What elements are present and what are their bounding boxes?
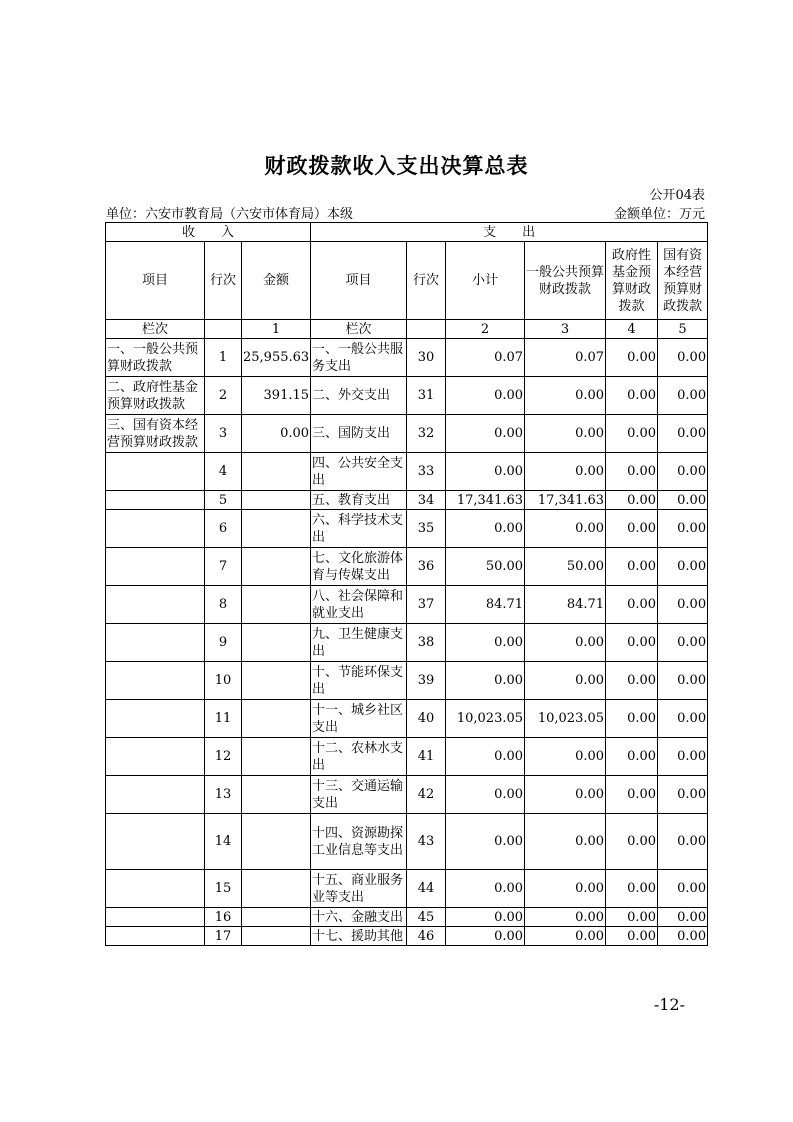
state-capital-cell: 0.00 [658,377,708,415]
table-row [106,927,708,946]
subtotal-cell: 0.00 [446,738,525,776]
reporting-unit: 单位：六安市教育局（六安市体育局）本级 [106,207,354,222]
expense-line-header: 行次 [407,242,446,320]
income-amount-cell [242,662,311,700]
expense-line-cell: 41 [407,738,446,776]
income-item-cell [106,662,205,700]
income-line-cell: 15 [205,870,242,908]
col-num-5: 5 [658,320,708,339]
income-header: 收 入 [106,223,311,242]
income-amount-cell: 0.00 [242,415,311,453]
income-line-cell: 10 [205,662,242,700]
state-capital-cell: 0.00 [658,814,708,870]
state-capital-cell: 0.00 [658,586,708,624]
income-line-cell: 1 [205,339,242,377]
subtotal-cell: 0.00 [446,510,525,548]
table-row [106,908,708,927]
gov-fund-cell: 0.00 [606,510,658,548]
expense-item-cell: 十一、城乡社区支出 [311,700,407,738]
money-unit: 金额单位：万元 [613,207,705,222]
gov-fund-cell: 0.00 [606,908,658,927]
income-amount-cell [242,586,311,624]
gov-fund-cell: 0.00 [606,339,658,377]
income-item-cell [106,624,205,662]
state-capital-cell: 0.00 [658,624,708,662]
income-line-cell: 11 [205,700,242,738]
income-amount-cell: 391.15 [242,377,311,415]
income-amount-cell [242,510,311,548]
gov-fund-cell: 0.00 [606,491,658,510]
income-amount-cell [242,738,311,776]
income-line-cell: 13 [205,776,242,814]
gov-fund-cell: 0.00 [606,870,658,908]
general-budget-cell: 0.00 [525,510,606,548]
page-title: 财政拨款收入支出决算总表 [264,153,529,178]
income-line-cell: 14 [205,814,242,870]
budget-table [105,222,708,946]
income-item-cell [106,700,205,738]
gov-fund-cell: 0.00 [606,548,658,586]
subtotal-cell: 0.00 [446,415,525,453]
table-row [106,548,708,586]
gov-fund-cell: 0.00 [606,586,658,624]
expense-item-cell: 三、国防支出 [311,415,407,453]
general-budget-cell: 10,023.05 [525,700,606,738]
general-budget-cell: 0.00 [525,662,606,700]
income-item-cell [106,814,205,870]
subtotal-cell: 0.00 [446,377,525,415]
subtotal-cell: 0.07 [446,339,525,377]
income-item-cell [106,586,205,624]
state-capital-cell: 0.00 [658,415,708,453]
expense-item-cell: 四、公共安全支出 [311,453,407,491]
subtotal-cell: 50.00 [446,548,525,586]
income-item-cell [106,738,205,776]
income-line-cell: 5 [205,491,242,510]
income-amount-cell [242,927,311,946]
expense-line-cell: 39 [407,662,446,700]
state-capital-cell: 0.00 [658,738,708,776]
table-row [106,662,708,700]
state-capital-cell: 0.00 [658,510,708,548]
expense-item-cell: 十五、商业服务业等支出 [311,870,407,908]
expense-item-header: 项目 [311,242,407,320]
general-budget-cell: 0.00 [525,415,606,453]
subtotal-cell: 0.00 [446,814,525,870]
table-row [106,814,708,870]
general-budget-cell: 0.00 [525,624,606,662]
expense-item-cell: 八、社会保障和就业支出 [311,586,407,624]
income-line-cell: 6 [205,510,242,548]
table-row [106,339,708,377]
expense-line-cell: 36 [407,548,446,586]
gov-fund-cell: 0.00 [606,814,658,870]
subtotal-header: 小计 [446,242,525,320]
general-budget-cell: 0.00 [525,738,606,776]
subtotal-cell: 10,023.05 [446,700,525,738]
expense-item-cell: 六、科学技术支出 [311,510,407,548]
general-budget-cell: 0.00 [525,908,606,927]
expense-item-cell: 十三、交通运输支出 [311,776,407,814]
subtotal-cell: 0.00 [446,870,525,908]
income-item-cell [106,491,205,510]
state-capital-cell: 0.00 [658,453,708,491]
state-capital-cell: 0.00 [658,927,708,946]
income-amount-cell [242,453,311,491]
state-capital-cell: 0.00 [658,908,708,927]
general-budget-cell: 0.07 [525,339,606,377]
table-row [106,700,708,738]
income-line-cell: 17 [205,927,242,946]
expense-item-cell: 二、外交支出 [311,377,407,415]
expense-line-cell: 40 [407,700,446,738]
subtotal-cell: 0.00 [446,927,525,946]
subtotal-cell: 17,341.63 [446,491,525,510]
expense-item-cell: 十七、援助其他 [311,927,407,946]
gov-fund-cell: 0.00 [606,662,658,700]
expense-item-cell: 九、卫生健康支出 [311,624,407,662]
subtotal-cell: 0.00 [446,453,525,491]
col-num-2: 2 [446,320,525,339]
income-line-cell: 4 [205,453,242,491]
col-num-4: 4 [606,320,658,339]
state-capital-cell: 0.00 [658,776,708,814]
expense-line-cell: 37 [407,586,446,624]
income-item-cell [106,870,205,908]
table-row [106,453,708,491]
income-amount-cell [242,814,311,870]
income-amount-cell [242,908,311,927]
general-budget-cell: 0.00 [525,814,606,870]
general-budget-cell: 50.00 [525,548,606,586]
income-item-cell [106,776,205,814]
general-budget-cell: 0.00 [525,377,606,415]
table-row [106,415,708,453]
table-row [106,510,708,548]
gov-fund-cell: 0.00 [606,776,658,814]
expense-line-cell: 42 [407,776,446,814]
gov-fund-cell: 0.00 [606,738,658,776]
expense-item-cell: 七、文化旅游体育与传媒支出 [311,548,407,586]
income-amount-cell [242,700,311,738]
gov-fund-cell: 0.00 [606,377,658,415]
state-capital-header: 国有资本经营预算财政拨款 [658,242,708,320]
page-number: -12- [653,995,685,1014]
income-item-cell [106,453,205,491]
income-line-cell: 3 [205,415,242,453]
expense-line-cell: 43 [407,814,446,870]
expense-line-cell: 46 [407,927,446,946]
income-line-cell: 2 [205,377,242,415]
general-budget-cell: 0.00 [525,776,606,814]
col-label-income: 栏次 [106,320,205,339]
state-capital-cell: 0.00 [658,491,708,510]
income-item-cell: 一、一般公共预算财政拨款 [106,339,205,377]
income-amount-cell [242,624,311,662]
income-item-header: 项目 [106,242,205,320]
state-capital-cell: 0.00 [658,700,708,738]
income-amount-cell: 25,955.63 [242,339,311,377]
income-line-cell: 8 [205,586,242,624]
expense-line-cell: 34 [407,491,446,510]
col-label-expense: 栏次 [311,320,407,339]
state-capital-cell: 0.00 [658,662,708,700]
col-num-1: 1 [242,320,311,339]
expense-line-cell: 30 [407,339,446,377]
expense-header: 支 出 [311,223,708,242]
general-budget-cell: 0.00 [525,927,606,946]
income-item-cell [106,510,205,548]
gov-fund-cell: 0.00 [606,700,658,738]
expense-item-cell: 十二、农林水支出 [311,738,407,776]
gov-fund-cell: 0.00 [606,927,658,946]
expense-line-cell: 32 [407,415,446,453]
income-item-cell: 三、国有资本经营预算财政拨款 [106,415,205,453]
income-amount-header: 金额 [242,242,311,320]
income-item-cell [106,908,205,927]
table-row [106,491,708,510]
income-amount-cell [242,491,311,510]
gov-fund-header: 政府性基金预算财政拨款 [606,242,658,320]
expense-line-cell: 45 [407,908,446,927]
subtotal-cell: 0.00 [446,662,525,700]
table-row [106,776,708,814]
state-capital-cell: 0.00 [658,548,708,586]
table-row [106,738,708,776]
subtotal-cell: 0.00 [446,908,525,927]
income-item-cell: 二、政府性基金预算财政拨款 [106,377,205,415]
income-line-header: 行次 [205,242,242,320]
general-budget-cell: 17,341.63 [525,491,606,510]
state-capital-cell: 0.00 [658,870,708,908]
expense-line-cell: 35 [407,510,446,548]
general-budget-cell: 84.71 [525,586,606,624]
expense-line-cell: 33 [407,453,446,491]
income-amount-cell [242,870,311,908]
expense-item-cell: 十六、金融支出 [311,908,407,927]
expense-line-cell: 44 [407,870,446,908]
gov-fund-cell: 0.00 [606,415,658,453]
subtotal-cell: 0.00 [446,776,525,814]
gov-fund-cell: 0.00 [606,624,658,662]
form-number: 公开04表 [649,188,705,203]
expense-item-cell: 十四、资源勘探工业信息等支出 [311,814,407,870]
general-budget-cell: 0.00 [525,870,606,908]
table-row [106,377,708,415]
income-line-cell: 12 [205,738,242,776]
table-row [106,624,708,662]
table-row [106,870,708,908]
expense-item-cell: 十、节能环保支出 [311,662,407,700]
income-item-cell [106,548,205,586]
expense-line-cell: 31 [407,377,446,415]
income-line-cell: 9 [205,624,242,662]
income-amount-cell [242,776,311,814]
state-capital-cell: 0.00 [658,339,708,377]
general-budget-header: 一般公共预算财政拨款 [525,242,606,320]
expense-line-cell: 38 [407,624,446,662]
income-amount-cell [242,548,311,586]
subtotal-cell: 84.71 [446,586,525,624]
table-row [106,586,708,624]
income-line-cell: 7 [205,548,242,586]
col-num-3: 3 [525,320,606,339]
income-item-cell [106,927,205,946]
subtotal-cell: 0.00 [446,624,525,662]
general-budget-cell: 0.00 [525,453,606,491]
gov-fund-cell: 0.00 [606,453,658,491]
expense-item-cell: 一、一般公共服务支出 [311,339,407,377]
income-line-cell: 16 [205,908,242,927]
expense-item-cell: 五、教育支出 [311,491,407,510]
